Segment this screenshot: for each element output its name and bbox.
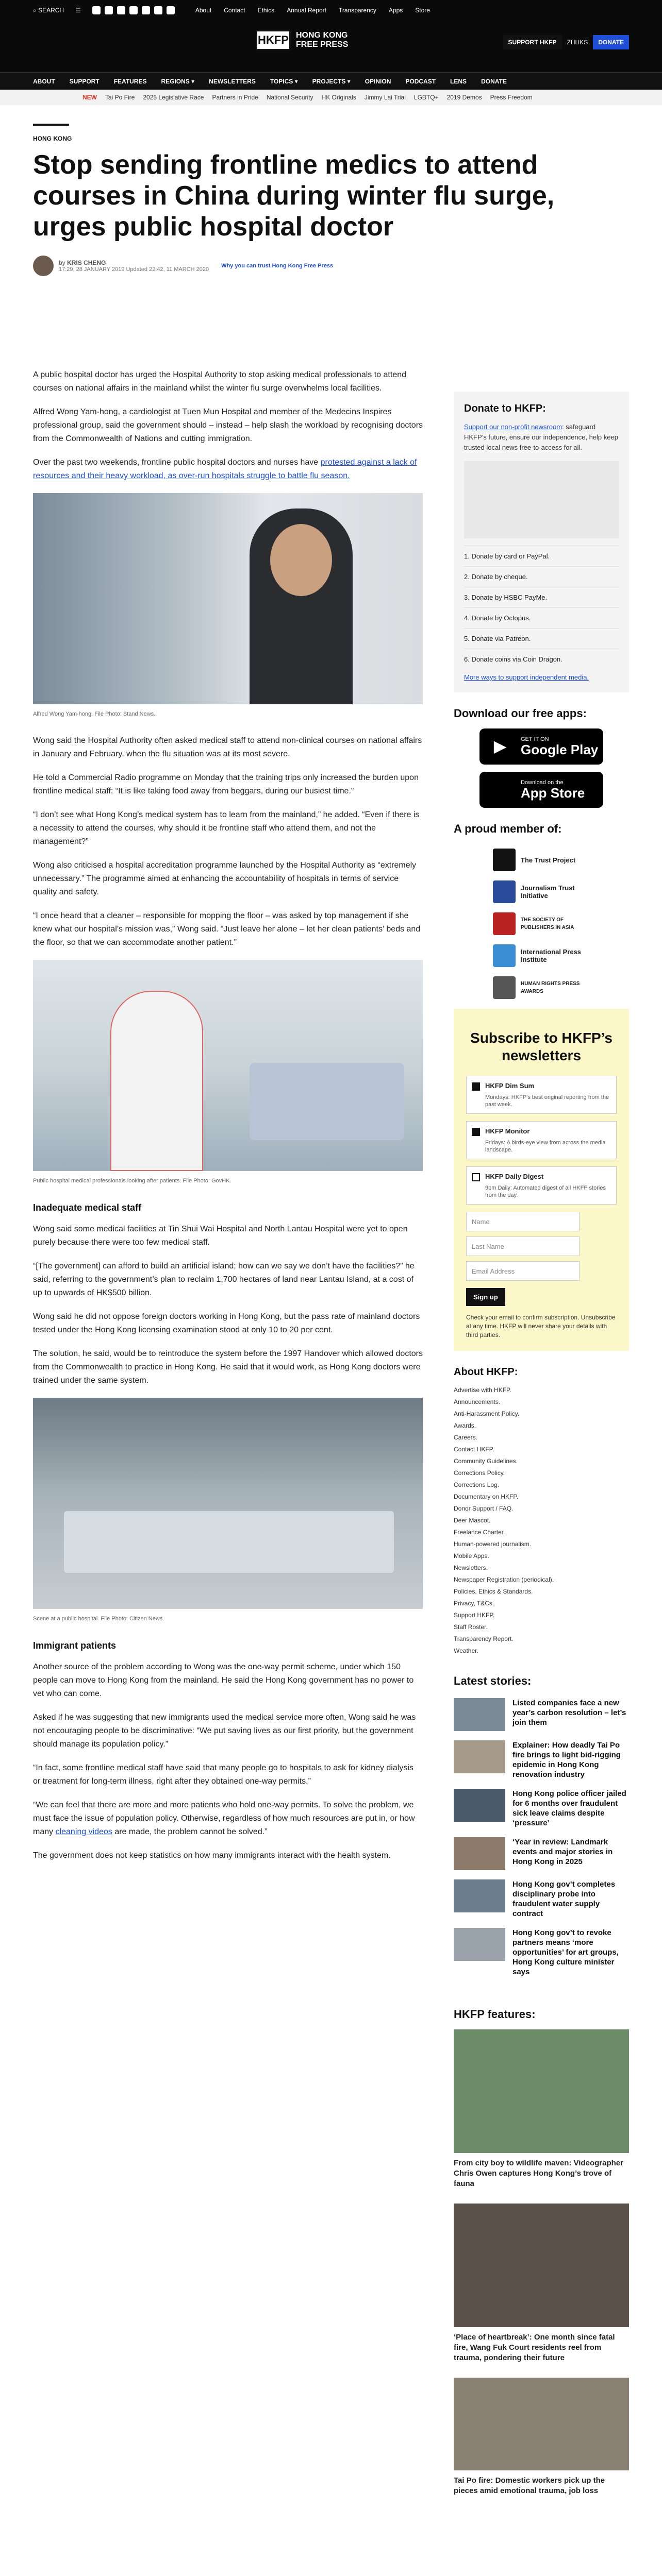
donate-widget[interactable] [464,461,619,538]
story-item[interactable]: ‘Year in review: Landmark events and major stories in Hong Kong in 2025 [454,1837,629,1870]
trust-link[interactable]: Why you can trust Hong Kong Free Press [221,263,334,269]
logo-name: HONG KONG FREE PRESS [296,31,349,49]
about-hkfp [454,1362,629,1657]
paragraph: A public hospital doctor has urged the Hospital Authority to stop asking medical professionals to attend courses on national affairs in the mainland whilst the winter flu surge overwhelms local facilities. [33,370,406,393]
paragraph: Alfred Wong Yam-hong, a cardiologist at Tuen Mun Hospital and member of the Medecins Inspires professional group, said the government should – instead – help slash the workload by recognising doctors from the Commonwealth of Nations and cutting immigration. [33,408,423,443]
utility-link[interactable]: Contact [224,7,245,14]
protest-link[interactable]: protested against a lack of resources and their heavy workload, as over-run hospitals struggle to battle flu season. [33,458,417,480]
article-photo [33,493,423,704]
newsletter-option[interactable]: HKFP Dim Sum Mondays: HKFP’s best original reporting from the past week. [466,1076,617,1114]
article-photo [33,960,423,1171]
story-item[interactable]: Hong Kong gov’t completes disciplinary probe into fraudulent water supply contract [454,1879,629,1919]
about-link[interactable]: Policies, Ethics & Standards. [454,1588,533,1595]
google-play-badge[interactable]: ▶ GET IT ON Google Play [479,728,603,765]
paragraph: Wong said the Hospital Authority often asked medical staff to attend non-clinical courses on national affairs in January and February, when the flu situation was at its most severe. [33,736,422,758]
more-ways-link[interactable]: More ways to support independent media. [464,673,589,681]
story-thumbnail [454,1879,505,1912]
nav-item[interactable]: NEWSLETTERS [209,77,256,85]
about-link[interactable]: Privacy, T&Cs. [454,1600,494,1607]
nav-item[interactable]: LENS [450,77,467,85]
article-photo [33,1398,423,1609]
jti-icon [493,880,516,903]
main-nav [0,72,662,90]
about-link[interactable]: Corrections Log. [454,1481,500,1488]
support-hkfp-button[interactable]: SUPPORT HKFP [503,35,562,49]
checkbox-checked[interactable] [472,1128,480,1136]
trending-item[interactable]: LGBTQ+ [413,94,439,101]
paragraph: “I don’t see what Hong Kong’s medical system has to learn from the mainland,” he added. “Even if there is a necessity to attend the courses, why should it be frontline staff who attend them, and not the management?” [33,810,420,846]
photo-caption: Public hospital medical professionals looking after patients. File Photo: GovHK. [33,1178,231,1184]
whatsapp-icon[interactable] [154,6,162,14]
trending-item[interactable]: Jimmy Lai Trial [364,94,406,101]
section-heading: Inadequate medical staff [33,1202,142,1213]
article-body [33,368,423,1873]
last-name-input[interactable]: Last Name [466,1236,580,1256]
paragraph: “In fact, some frontline medical staff have said that many people go to hospitals to ask for kidney dialysis or treatment for long-term illness, right after they obtained one-way permits.” [33,1764,413,1786]
search-button[interactable]: ⌕ SEARCH [33,6,64,14]
kicker-rule [33,124,69,126]
story-thumbnail [454,1837,505,1870]
support-newsroom-link[interactable]: Support our non-profit newsroom [464,423,562,431]
site-logo[interactable] [256,30,348,50]
nav-item[interactable]: TOPICS ▾ [270,77,298,85]
story-thumbnail [454,1789,505,1822]
about-link[interactable]: Donor Support / FAQ. [454,1505,514,1512]
photo-person-face [270,524,332,596]
menu-button[interactable]: ☰ [75,7,81,14]
nav-item[interactable]: OPINION [365,77,391,85]
first-name-input[interactable]: Name [466,1212,580,1231]
about-link[interactable]: Community Guidelines. [454,1458,518,1465]
about-link[interactable]: Newsletters. [454,1564,488,1571]
member-logo[interactable]: THE SOCIETY OF PUBLISHERS IN ASIA [454,908,629,940]
about-link[interactable]: Newspaper Registration (periodical). [454,1576,554,1583]
nav-item[interactable]: FEATURES [113,77,147,85]
feature-image[interactable] [454,2029,629,2153]
language-switch[interactable]: ZHHKS [567,39,588,46]
about-link[interactable]: Support HKFP. [454,1612,495,1619]
nav-item[interactable]: SUPPORT [69,77,100,85]
about-link[interactable]: Awards. [454,1422,476,1429]
cleaning-videos-link[interactable]: cleaning videos [55,1827,112,1836]
donate-title: Donate to HKFP: [464,403,546,414]
sopa-icon [493,912,516,935]
paragraph: “I once heard that a cleaner – responsible for mopping the floor – was asked by top management if she knew what our hospital’s mission was,” Wong said. “Just leave her alone – let her clean patients’ beds and the floor, so that we can accommodate another patient.” [33,911,421,947]
member-logo[interactable]: International Press Institute [454,940,629,972]
member-logo[interactable]: HUMAN RIGHTS PRESS AWARDS [454,972,629,1004]
top-utility-bar [0,0,662,21]
about-link[interactable]: Weather. [454,1647,478,1654]
donate-method[interactable]: 3. Donate by HSBC PayMe. [464,587,619,607]
feature-image[interactable] [454,2204,629,2327]
header-actions [503,35,629,49]
trending-item[interactable]: HK Originals [321,94,356,101]
paragraph: Over the past two weekends, frontline public hospital doctors and nurses have protested against a lack of resources and their heavy workload, as over-run hospitals struggle to battle flu season. [33,458,417,480]
feature-title[interactable]: ‘Place of heartbreak’: One month since fatal fire, Wang Fuk Court residents reel from trauma, pondering their future [454,2333,615,2362]
trust-project-icon [493,849,516,871]
donate-method[interactable]: 1. Donate by card or PayPal. [464,546,619,566]
logo-mark: HKFP [256,30,291,50]
paragraph: “We can feel that there are more and more patients who hold one-way permits. To solve the problem, we must face the issue of population policy. Otherwise, regardless of how much resources are put in, or how many cleaning videos are made, the problem cannot be solved.” [33,1801,415,1836]
paragraph: Wong also criticised a hospital accreditation programme launched by the Hospital Authority as “extremely unnecessary.” The programme aimed at enhancing the accountability of hospitals in terms of service quality and safety. [33,861,417,896]
instagram-icon[interactable] [117,6,125,14]
about-link[interactable]: Announcements. [454,1398,501,1405]
donate-text: Support our non-profit newsroom: safeguard HKFP’s future, ensure our independence, help keep trusted local news free-to-access for all. [464,423,618,451]
trending-item[interactable]: National Security [266,94,313,101]
trending-item[interactable]: 2019 Demos [446,94,482,101]
youtube-icon[interactable] [129,6,138,14]
email-icon[interactable] [167,6,175,14]
paragraph: The solution, he said, would be to reintroduce the system before the 1997 Handover which allowed doctors from the Commonwealth to practice in Hong Kong. He said that it would work, as Hong Kong doctors were trained under the same system. [33,1349,423,1385]
paragraph: Wong said some medical facilities at Tin Shui Wai Hospital and North Lantau Hospital were yet to open purely because there were too few medical staff. [33,1225,408,1247]
x-icon[interactable] [105,6,113,14]
about-link[interactable]: Freelance Charter. [454,1529,505,1536]
about-title: About HKFP: [454,1366,518,1378]
hrpa-icon [493,976,516,999]
donate-button[interactable]: DONATE [593,35,629,49]
about-link[interactable]: Staff Roster. [454,1623,488,1631]
about-link[interactable]: Advertise with HKFP. [454,1386,511,1394]
donate-card [454,392,629,692]
donate-method[interactable]: 2. Donate by cheque. [464,566,619,587]
latest-stories [454,1674,629,1977]
hkfp-features [454,2008,629,2496]
feature-image[interactable] [454,2378,629,2470]
donate-method[interactable]: 6. Donate coins via Coin Dragon. [464,649,619,669]
about-link[interactable]: Contact HKFP. [454,1446,494,1453]
author-avatar [33,256,54,276]
photo-bed [250,1063,404,1140]
about-link[interactable]: Documentary on HKFP. [454,1493,519,1500]
nav-item[interactable]: PROJECTS ▾ [312,77,351,85]
checkbox-unchecked[interactable] [472,1173,480,1181]
nav-item[interactable]: REGIONS ▾ [161,77,195,85]
member-logo[interactable]: The Trust Project [454,844,629,876]
article-title: Stop sending frontline medics to attend courses in China during winter flu surge, urges public hospital doctor [33,150,555,242]
utility-links [195,7,430,14]
about-link[interactable]: Mobile Apps. [454,1552,489,1560]
app-store-badge[interactable]: Download on the App Store [479,772,603,808]
newsletter-option[interactable]: HKFP Daily Digest 9pm Daily: Automated digest of all HKFP stories from the day. [466,1166,617,1205]
section-heading: Immigrant patients [33,1640,117,1651]
donate-method[interactable]: 4. Donate by Octopus. [464,607,619,628]
member-logo[interactable]: Journalism Trust Initiative [454,876,629,908]
checkbox-checked[interactable] [472,1082,480,1091]
member-title: A proud member of: [454,822,562,835]
photo-caption: Alfred Wong Yam-hong. File Photo: Stand News. [33,711,156,717]
trending-item[interactable]: Partners in Pride [212,94,258,101]
email-input[interactable]: Email Address [466,1261,580,1281]
about-link[interactable]: Deer Mascot. [454,1517,491,1524]
paragraph: Asked if he was suggesting that new immigrants used the medical service more often, Wong said he was not encouraging people to be discriminative: “We put saving lives as our first priority, but the government should manage its population policy.” [33,1713,416,1749]
feature-title[interactable]: Tai Po fire: Domestic workers pick up the pieces amid emotional trauma, job loss [454,2476,605,2495]
article-header [33,124,629,276]
sidebar [454,392,629,2511]
story-item[interactable]: Listed companies face a new year’s carbon resolution – let’s join them [454,1698,629,1731]
trending-bar [0,90,662,105]
ipi-icon [493,944,516,967]
social-icons [92,6,175,14]
utility-link[interactable]: Ethics [257,7,275,14]
about-link[interactable]: Transparency Report. [454,1635,514,1642]
paragraph: The government does not keep statistics on how many immigrants interact with the health system. [33,1851,391,1860]
trending-item[interactable]: 2025 Legislative Race [143,94,204,101]
signup-button[interactable]: Sign up [466,1288,505,1306]
story-thumbnail [454,1928,505,1961]
donate-methods [464,546,619,669]
trending-item[interactable]: Tai Po Fire [105,94,135,101]
author-name[interactable]: KRIS CHENG [67,259,106,266]
newsletter-title: Subscribe to HKFP’s newsletters [470,1030,613,1063]
paragraph: Another source of the problem according to Wong was the one-way permit scheme, under which 150 people can move to Hong Kong from the mainland. He said the Hong Kong government has no power to vet who can come. [33,1663,414,1698]
trending-label: NEW [82,94,97,101]
utility-link[interactable]: Transparency [338,7,376,14]
about-links [454,1384,629,1657]
article-kicker[interactable]: HONG KONG [33,135,72,142]
nav-item[interactable]: DONATE [481,77,507,85]
nav-item[interactable]: PODCAST [405,77,436,85]
telegram-icon[interactable] [142,6,150,14]
paragraph: Wong said he did not oppose foreign doctors working in Hong Kong, but the pass rate of mainland doctors tested under the Hong Kong licensing examination stood at only 10 to 20 per cent. [33,1312,420,1334]
apple-icon [490,779,510,800]
about-link[interactable]: Human-powered journalism. [454,1540,532,1548]
photo-nurse-figure [110,991,203,1171]
utility-link[interactable]: About [195,7,212,14]
newsletter-signup [454,1009,629,1351]
trending-item[interactable]: Press Freedom [490,94,533,101]
feature-title[interactable]: From city boy to wildlife maven: Videographer Chris Owen captures Hong Kong’s trove of fauna [454,2159,623,2188]
newsletter-option[interactable]: HKFP Monitor Fridays: A birds-eye view from across the media landscape. [466,1121,617,1159]
story-item[interactable]: Hong Kong gov’t to revoke partners means ‘more opportunities’ for art groups, Hong Kong culture minister says [454,1928,629,1977]
publish-dates: 17:29, 28 JANUARY 2019 Updated 22:42, 11 MARCH 2020 [59,266,209,273]
donate-method[interactable]: 5. Donate via Patreon. [464,628,619,649]
about-link[interactable]: Careers. [454,1434,478,1441]
paragraph: “[The government] can afford to build an artificial island; how can we say we don’t have the facilities?” he said, referring to the government’s plan to reclaim 1,700 hectares of land near Lantau Island, at a cost of up to upwards of HK$500 billion. [33,1262,415,1297]
byline: by KRIS CHENG 17:29, 28 JANUARY 2019 Updated 22:42, 11 MARCH 2020 Why you can trust Hong Kong Free Press [33,256,629,276]
story-item[interactable]: Explainer: How deadly Tai Po fire brings to light bid-rigging epidemic in Hong Kong renovation industry [454,1740,629,1780]
apps-title: Download our free apps: [454,707,587,720]
paragraph: He told a Commercial Radio programme on Monday that the training trips only increased the burden upon frontline medical staff: “It is like taking food away from beggars, during our busiest time.” [33,773,419,795]
story-thumbnail [454,1740,505,1773]
nav-item[interactable]: ABOUT [33,77,55,85]
latest-title: Latest stories: [454,1674,532,1687]
play-icon: ▶ [493,737,507,755]
features-title: HKFP features: [454,2008,536,2021]
newsletter-note: Check your email to confirm subscription. Unsubscribe at any time. HKFP will never share your details with third parties. [466,1314,616,1338]
utility-link[interactable]: Annual Report [287,7,326,14]
about-link[interactable]: Anti-Harassment Policy. [454,1410,520,1417]
story-thumbnail [454,1698,505,1731]
facebook-icon[interactable] [92,6,101,14]
story-item[interactable]: Hong Kong police officer jailed for 6 months over fraudulent sick leave claims despite ‘pressure’ [454,1789,629,1828]
utility-link[interactable]: Store [415,7,430,14]
photo-caption: Scene at a public hospital. File Photo: Citizen News. [33,1616,164,1622]
photo-beds-row [64,1511,394,1573]
about-link[interactable]: Corrections Policy. [454,1469,505,1477]
utility-link[interactable]: Apps [388,7,403,14]
